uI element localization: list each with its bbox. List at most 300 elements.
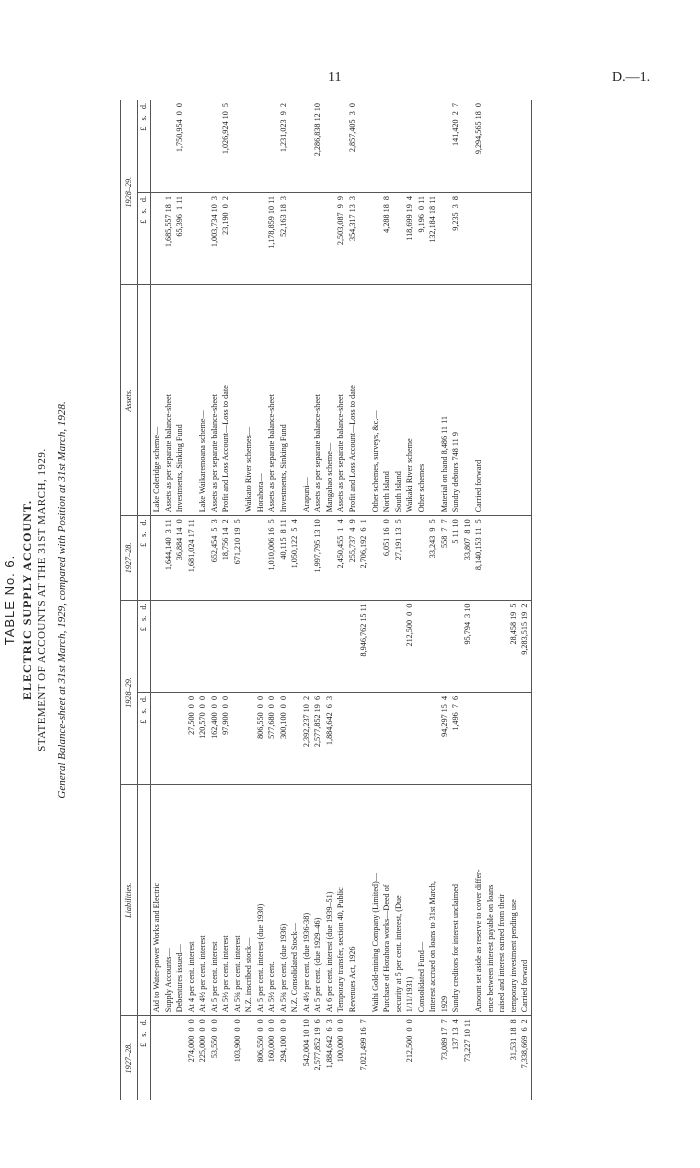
assets-amount: 1,997,795 13 10 — [312, 516, 324, 600]
liabilities-amount: 95,794 3 10 — [462, 600, 474, 692]
assets-amount: 1,050,122 5 4 — [289, 516, 301, 600]
table-number: TABLE No. 6. — [2, 554, 17, 646]
assets-amount — [335, 100, 347, 192]
assets-description: Waikaki River scheme — [404, 285, 416, 516]
assets-description: Other schemes, surveys, &c.— — [370, 285, 382, 516]
liabilities-amount: 7,338,669 6 2 — [520, 1019, 529, 1069]
assets-amount — [519, 516, 531, 600]
liabilities-description: Aid to Water-power Works and Electric — [151, 785, 163, 1016]
assets-amount — [508, 100, 520, 192]
assets-amount: 9,294,565 18 0 — [473, 100, 485, 192]
assets-amount — [186, 192, 198, 284]
liabilities-description: security at 5 per cent. interest, (Due — [393, 785, 405, 1016]
assets-amount — [393, 192, 405, 284]
liabilities-amount — [462, 692, 474, 784]
assets-amount — [519, 192, 531, 284]
liabilities-description: ence between interest payable on loans — [485, 785, 497, 1016]
assets-description: Assets as per separate balance-sheet — [209, 285, 221, 516]
liabilities-amount: 274,000 0 0 — [186, 1019, 196, 1063]
assets-amount — [393, 100, 405, 192]
liabilities-amount — [209, 600, 221, 692]
liabilities-amount: 212,500 0 0 — [404, 600, 416, 692]
assets-amount — [151, 192, 163, 284]
table-row — [324, 100, 336, 1100]
table-row — [439, 100, 451, 1100]
header-year-1928-29: 1928–29. — [121, 600, 138, 785]
assets-amount: 33,243 9 5 — [427, 516, 439, 600]
liabilities-amount: 1,496 7 6 — [450, 692, 462, 784]
assets-amount: 2,857,405 3 0 — [347, 100, 359, 192]
liabilities-amount — [232, 600, 244, 692]
units-lsd: £ s. d. — [138, 192, 151, 284]
liabilities-amount — [243, 600, 255, 692]
liabilities-amount — [496, 692, 508, 784]
assets-amount — [462, 100, 474, 192]
assets-amount — [243, 100, 255, 192]
assets-amount: 354,317 13 3 — [347, 192, 359, 284]
liabilities-amount: 2,577,852 19 6 — [312, 692, 324, 784]
liabilities-amount — [347, 692, 359, 784]
liabilities-amount — [163, 692, 175, 784]
table-row — [220, 100, 232, 1100]
units-lsd: £ s. d. — [138, 516, 151, 600]
assets-amount: 8,140,153 11 5 — [473, 516, 485, 600]
assets-description: Lake Coleridge scheme— — [151, 285, 163, 516]
assets-amount: 671,210 19 5 — [232, 516, 244, 600]
assets-amount — [439, 192, 451, 284]
assets-description: Assets as per separate balance-sheet — [163, 285, 175, 516]
header-year-1927-28: 1927–28. — [121, 1016, 138, 1100]
assets-description: Lake Waikaremoana scheme— — [197, 285, 209, 516]
liabilities-amount — [393, 600, 405, 692]
assets-description — [485, 285, 497, 516]
liabilities-description: At 5½ per cent. interest — [220, 785, 232, 1016]
liabilities-amount — [496, 600, 508, 692]
assets-amount — [301, 516, 313, 600]
assets-amount — [163, 100, 175, 192]
table-row — [174, 100, 186, 1100]
assets-description: Assets as per separate balance-sheet — [312, 285, 324, 516]
assets-amount — [508, 516, 520, 600]
liabilities-amount — [381, 692, 393, 784]
assets-amount: 141,420 2 7 — [450, 100, 462, 192]
liabilities-amount: 7,021,499 16 7 — [359, 1019, 368, 1071]
table-row — [358, 100, 370, 1100]
liabilities-description: Purchase of Horahora works—Deed of — [381, 785, 393, 1016]
table-row — [462, 100, 474, 1100]
liabilities-description: 1/11/1931) — [404, 785, 416, 1016]
assets-amount: 65,396 1 11 — [174, 192, 186, 284]
table-row — [163, 100, 175, 1100]
liabilities-amount: 542,004 10 10 — [301, 1019, 311, 1067]
liabilities-description: Carried forward — [519, 785, 531, 1016]
assets-description: Other schemes — [416, 285, 428, 516]
assets-amount: 1,003,734 10 3 — [209, 192, 221, 284]
assets-amount: 1,644,140 3 11 — [163, 516, 175, 600]
liabilities-amount — [151, 600, 163, 692]
assets-amount — [289, 192, 301, 284]
assets-amount: 18,756 14 2 — [220, 516, 232, 600]
assets-amount: 40,115 8 11 — [278, 516, 290, 600]
assets-amount — [324, 516, 336, 600]
assets-description: South Island — [393, 285, 405, 516]
liabilities-amount: 103,900 0 0 — [232, 1019, 242, 1063]
table-row — [427, 100, 439, 1100]
liabilities-amount — [335, 600, 347, 692]
liabilities-amount — [220, 600, 232, 692]
table-row — [381, 100, 393, 1100]
assets-amount — [485, 516, 497, 600]
liabilities-amount — [266, 600, 278, 692]
liabilities-amount — [289, 1016, 301, 1100]
assets-amount — [312, 192, 324, 284]
assets-amount — [232, 100, 244, 192]
liabilities-amount — [324, 600, 336, 692]
liabilities-amount: 9,283,515 19 2 — [519, 600, 531, 692]
liabilities-amount — [450, 600, 462, 692]
liabilities-amount — [197, 600, 209, 692]
table-row — [209, 100, 221, 1100]
table-title: ELECTRIC SUPPLY ACCOUNT. — [20, 500, 34, 700]
assets-amount: 118,699 19 4 — [404, 192, 416, 284]
assets-description — [462, 285, 474, 516]
liabilities-amount — [335, 692, 347, 784]
assets-amount: 9,235 3 8 — [450, 192, 462, 284]
assets-amount — [151, 100, 163, 192]
document-reference: D.—1. — [612, 70, 651, 85]
table-row — [266, 100, 278, 1100]
liabilities-amount — [404, 692, 416, 784]
liabilities-amount — [151, 1016, 163, 1100]
liabilities-amount — [347, 600, 359, 692]
assets-description — [289, 285, 301, 516]
liabilities-amount — [496, 1016, 508, 1100]
table-row — [278, 100, 290, 1100]
liabilities-amount — [186, 600, 198, 692]
assets-amount — [416, 516, 428, 600]
liabilities-amount: 2,392,237 10 2 — [301, 692, 313, 784]
assets-amount — [324, 192, 336, 284]
assets-amount: 255,737 4 9 — [347, 516, 359, 600]
assets-amount — [381, 100, 393, 192]
assets-amount — [232, 192, 244, 284]
liabilities-amount — [381, 600, 393, 692]
table-row — [197, 100, 209, 1100]
assets-amount: 52,163 18 3 — [278, 192, 290, 284]
liabilities-amount — [174, 600, 186, 692]
header-liabilities: Liabilities. — [121, 785, 138, 1016]
liabilities-description: 1929 — [439, 785, 451, 1016]
liabilities-amount — [243, 1016, 255, 1100]
liabilities-description: Interest accrued on loans to 31st March, — [427, 785, 439, 1016]
assets-amount — [186, 100, 198, 192]
liabilities-amount: 73,227 10 11 — [462, 1019, 472, 1062]
assets-description: Investments, Sinking Fund — [174, 285, 186, 516]
table-row — [186, 100, 198, 1100]
table-row — [485, 100, 497, 1100]
liabilities-amount — [278, 600, 290, 692]
assets-amount — [485, 100, 497, 192]
liabilities-amount — [473, 600, 485, 692]
liabilities-amount: 31,531 18 8 — [508, 1019, 518, 1061]
liabilities-amount: 300,100 0 0 — [278, 692, 290, 784]
assets-amount — [358, 100, 370, 192]
assets-amount: 1,010,006 16 5 — [266, 516, 278, 600]
assets-amount: 27,191 13 5 — [393, 516, 405, 600]
liabilities-amount: 120,570 0 0 — [197, 692, 209, 784]
assets-amount — [370, 192, 382, 284]
assets-description — [496, 285, 508, 516]
assets-amount: 1,026,924 10 5 — [220, 100, 232, 192]
assets-description: Profit and Loss Account—Loss to date — [220, 285, 232, 516]
assets-amount: 1,685,557 18 1 — [163, 192, 175, 284]
liabilities-description: Debentures issued— — [174, 785, 186, 1016]
liabilities-description: Consolidated Fund— — [416, 785, 428, 1016]
liabilities-amount: 27,500 0 0 — [186, 692, 198, 784]
liabilities-amount — [370, 692, 382, 784]
liabilities-amount — [174, 1016, 186, 1100]
liabilities-description: Waihi Gold-mining Company (Limited)— — [370, 785, 382, 1016]
assets-description: Profit and Loss Account—Loss to date — [347, 285, 359, 516]
table-row — [416, 100, 428, 1100]
table-row — [301, 100, 313, 1100]
liabilities-description: At 5¾ per cent. (due 1936) — [278, 785, 290, 1016]
liabilities-amount — [485, 600, 497, 692]
liabilities-amount — [416, 692, 428, 784]
assets-amount — [197, 516, 209, 600]
units-lsd: £ s. d. — [139, 1019, 149, 1048]
assets-amount — [255, 516, 267, 600]
assets-amount — [508, 192, 520, 284]
liabilities-description: N.Z. inscribed stock— — [243, 785, 255, 1016]
liabilities-amount: 1,884,642 6 3 — [324, 692, 336, 784]
assets-amount: 9,196 0 11 — [416, 192, 428, 284]
assets-amount — [462, 192, 474, 284]
assets-description: Arapuni— — [301, 285, 313, 516]
assets-description — [519, 285, 531, 516]
liabilities-amount — [427, 600, 439, 692]
liabilities-description: At 6 per cent. interest (due 1939–51) — [324, 785, 336, 1016]
assets-amount — [151, 516, 163, 600]
assets-description — [358, 285, 370, 516]
liabilities-amount: 137 13 4 — [451, 1019, 460, 1050]
liabilities-amount — [289, 692, 301, 784]
liabilities-description: Sundry creditors for interest unclaimed — [450, 785, 462, 1016]
liabilities-description: Revenues Act, 1926 — [347, 785, 359, 1016]
assets-description: Carried forward — [473, 285, 485, 516]
assets-amount — [197, 100, 209, 192]
balance-sheet-table — [120, 100, 532, 1100]
assets-amount — [519, 100, 531, 192]
assets-amount — [289, 100, 301, 192]
liabilities-amount — [255, 600, 267, 692]
table-row — [473, 100, 485, 1100]
units-lsd: £ s. d. — [138, 100, 151, 192]
liabilities-amount — [163, 600, 175, 692]
assets-description: Investments, Sinking Fund — [278, 285, 290, 516]
assets-amount — [243, 516, 255, 600]
liabilities-amount — [347, 1016, 359, 1100]
liabilities-description: At 4½ per cent. (due 1936-38) — [301, 785, 313, 1016]
table-row — [255, 100, 267, 1100]
assets-amount — [404, 516, 416, 600]
assets-amount — [496, 192, 508, 284]
table-row — [519, 100, 531, 1100]
assets-description: Mangahao scheme— — [324, 285, 336, 516]
assets-amount: 1,750,954 0 0 — [174, 100, 186, 192]
units-lsd: £ s. d. — [138, 600, 151, 692]
liabilities-amount — [485, 692, 497, 784]
liabilities-amount — [393, 692, 405, 784]
table-row — [496, 100, 508, 1100]
liabilities-amount — [301, 600, 313, 692]
assets-amount: 1,681,024 17 11 — [186, 516, 198, 600]
assets-description — [186, 285, 198, 516]
table-row — [393, 100, 405, 1100]
header-assets: Assets. — [121, 285, 138, 516]
assets-amount — [370, 516, 382, 600]
liabilities-amount — [485, 1016, 497, 1100]
liabilities-amount: 53,550 0 0 — [209, 1019, 219, 1059]
liabilities-amount — [232, 692, 244, 784]
assets-amount: 558 7 7 — [439, 516, 451, 600]
liabilities-description: At 5 per cent. interest (due 1930) — [255, 785, 267, 1016]
table-row — [335, 100, 347, 1100]
header-year-1927-28-assets: 1927–28. — [121, 516, 138, 600]
header-year-1928-29-assets: 1928–29. — [121, 100, 138, 285]
liabilities-description: temporary investment pending use — [508, 785, 520, 1016]
liabilities-amount — [163, 1016, 175, 1100]
assets-amount — [209, 100, 221, 192]
assets-amount — [404, 100, 416, 192]
assets-amount — [324, 100, 336, 192]
assets-amount: 132,184 18 11 — [427, 192, 439, 284]
liabilities-amount: 162,400 0 0 — [209, 692, 221, 784]
table-row — [232, 100, 244, 1100]
assets-amount: 36,884 14 0 — [174, 516, 186, 600]
liabilities-amount: 8,946,762 15 11 — [358, 600, 370, 692]
table-row — [450, 100, 462, 1100]
assets-amount: 2,503,087 9 9 — [335, 192, 347, 284]
assets-amount — [473, 192, 485, 284]
liabilities-amount — [473, 692, 485, 784]
liabilities-description — [462, 785, 474, 1016]
liabilities-amount: 28,458 19 5 — [508, 600, 520, 692]
table-row — [404, 100, 416, 1100]
liabilities-amount — [289, 600, 301, 692]
table-row — [312, 100, 324, 1100]
liabilities-amount — [243, 692, 255, 784]
rotated-balance-sheet — [2, 100, 640, 1100]
assets-description: Assets as per separate balance-sheet — [335, 285, 347, 516]
liabilities-amount: 806,550 0 0 — [255, 692, 267, 784]
assets-description: North Island — [381, 285, 393, 516]
liabilities-amount: 100,000 0 0 — [336, 1019, 345, 1063]
liabilities-description: Temporary transfer, section 40, Public — [335, 785, 347, 1016]
assets-amount: 2,450,455 1 4 — [335, 516, 347, 600]
table-row — [243, 100, 255, 1100]
balance-sheet-rows — [151, 100, 532, 1100]
assets-amount: 2,286,838 12 10 — [312, 100, 324, 192]
liabilities-amount: 97,900 0 0 — [220, 692, 232, 784]
liabilities-description: At 5¾ per cent. interest — [232, 785, 244, 1016]
assets-amount: 23,190 0 2 — [220, 192, 232, 284]
table-row — [289, 100, 301, 1100]
liabilities-description: raised and interest earned from their — [496, 785, 508, 1016]
liabilities-amount — [381, 1016, 393, 1100]
assets-description — [508, 285, 520, 516]
assets-amount — [496, 516, 508, 600]
liabilities-amount: 225,000 0 0 — [198, 1019, 207, 1063]
liabilities-description: At 5 per cent. interest — [209, 785, 221, 1016]
liabilities-description: At 4½ per cent. interest — [197, 785, 209, 1016]
assets-description — [232, 285, 244, 516]
assets-amount — [370, 100, 382, 192]
liabilities-description: N.Z. Consolidated Stock— — [289, 785, 301, 1016]
liabilities-description: At 5½ per cent. — [266, 785, 278, 1016]
liabilities-amount — [358, 692, 370, 784]
assets-amount: 4,288 18 8 — [381, 192, 393, 284]
liabilities-description — [358, 785, 370, 1016]
assets-amount: 1,178,859 10 11 — [266, 192, 278, 284]
assets-description: Material on hand 8,486 11 11 — [439, 285, 451, 516]
assets-amount — [427, 100, 439, 192]
liabilities-amount — [427, 1016, 439, 1100]
liabilities-amount: 806,550 0 0 — [255, 1019, 265, 1063]
assets-amount — [255, 100, 267, 192]
liabilities-amount — [370, 1016, 382, 1100]
table-row — [508, 100, 520, 1100]
assets-amount: 5 11 10 — [450, 516, 462, 600]
liabilities-amount — [393, 1016, 405, 1100]
liabilities-amount: 2,577,852 19 6 — [313, 1019, 322, 1071]
assets-amount — [496, 100, 508, 192]
liabilities-amount — [519, 692, 531, 784]
table-row — [151, 100, 163, 1100]
table-row — [347, 100, 359, 1100]
assets-description — [427, 285, 439, 516]
assets-amount: 1,231,023 9 2 — [278, 100, 290, 192]
assets-amount — [358, 192, 370, 284]
liabilities-amount — [416, 1016, 428, 1100]
liabilities-amount: 94,297 15 4 — [439, 692, 451, 784]
liabilities-amount: 212,500 0 0 — [405, 1019, 414, 1063]
liabilities-amount — [370, 600, 382, 692]
assets-amount: 2,706,192 6 1 — [358, 516, 370, 600]
assets-description: Horahora— — [255, 285, 267, 516]
table-subtitle-secondary: General Balance-sheet at 31st March, 1929, compared with Position at 31st March, 1928. — [56, 401, 68, 799]
liabilities-amount — [151, 692, 163, 784]
liabilities-amount: 1,884,642 6 3 — [324, 1019, 334, 1069]
assets-description: Sundry debtors 748 11 9 — [450, 285, 462, 516]
liabilities-description: Amount set aside as reserve to cover differ- — [473, 785, 485, 1016]
liabilities-amount: 73,089 17 7 — [439, 1019, 449, 1061]
assets-amount — [197, 192, 209, 284]
assets-amount — [485, 192, 497, 284]
liabilities-amount — [220, 1016, 232, 1100]
assets-amount: 6,051 16 0 — [381, 516, 393, 600]
assets-amount — [266, 100, 278, 192]
assets-description: Assets as per separate balance-sheet — [266, 285, 278, 516]
liabilities-amount — [416, 600, 428, 692]
liabilities-amount — [473, 1016, 485, 1100]
liabilities-amount — [427, 692, 439, 784]
assets-amount — [439, 100, 451, 192]
liabilities-amount: 160,000 0 0 — [267, 1019, 276, 1063]
assets-amount — [301, 192, 313, 284]
page-number: 11 — [328, 70, 342, 85]
assets-amount — [301, 100, 313, 192]
